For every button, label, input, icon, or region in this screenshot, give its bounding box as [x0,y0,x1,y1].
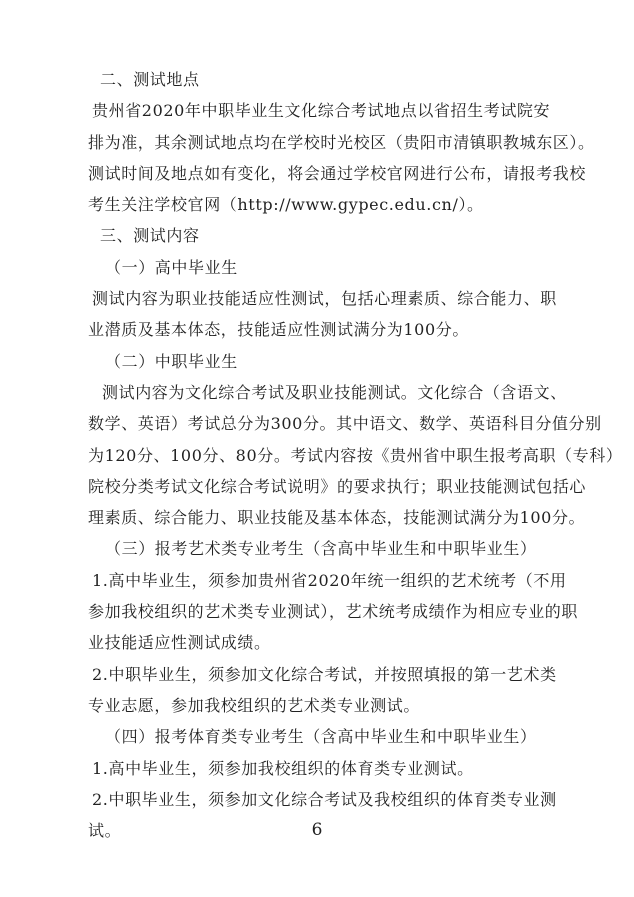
section-heading-test-content: 三、测试内容 [100,226,200,246]
paragraph-line: 专业志愿，参加我校组织的艺术类专业测试。 [88,695,421,715]
paragraph-line: 理素质、综合能力、职业技能及基本体态，技能测试满分为100分。 [88,508,586,528]
subsection-heading-art: （三）报考艺术类专业考生（含高中毕业生和中职毕业生） [105,539,537,559]
paragraph-line: 测试时间及地点如有变化，将会通过学校官网进行公布，请报考我校 [88,163,587,183]
paragraph-line: 试。 [88,821,122,841]
paragraph-line: 参加我校组织的艺术类专业测试），艺术统考成绩作为相应专业的职 [88,602,579,622]
page-number: 6 [311,820,323,840]
subsection-heading-sports: （四）报考体育类专业考生（含高中毕业生和中职毕业生） [105,727,537,747]
subsection-heading-vocational: （二）中职毕业生 [105,351,238,371]
document-page [88,64,623,846]
paragraph-line: 为120分、100分、80分。考试内容按《贵州省中职生报考高职（专科） [88,445,623,465]
paragraph-line: 1.高中毕业生，须参加我校组织的体育类专业测试。 [92,758,474,778]
paragraph-line: 1.高中毕业生，须参加贵州省2020年统一组织的艺术统考（不用 [92,570,567,590]
section-heading-test-location: 二、测试地点 [100,70,200,89]
paragraph-line: 考生关注学校官网（http://www.gypec.edu.cn/）。 [88,195,484,215]
paragraph-line: 测试内容为文化综合考试及职业技能测试。文化综合（含语文、 [102,382,567,402]
paragraph-line: 业技能适应性测试成绩。 [88,633,271,653]
paragraph-line: 2.中职毕业生，须参加文化综合考试，并按照填报的第一艺术类 [92,664,557,684]
paragraph-line: 业潜质及基本体态，技能适应性测试满分为100分。 [88,320,469,340]
paragraph-line: 排为准，其余测试地点均在学校时光校区（贵阳市清镇职教城东区）。 [88,132,595,152]
paragraph-line: 数学、英语）考试总分为300分。其中语文、数学、英语科目分值分别 [88,414,602,434]
subsection-heading-high-school: （一）高中毕业生 [105,257,238,277]
paragraph-line: 贵州省2020年中职毕业生文化综合考试地点以省招生考试院安 [92,101,551,121]
paragraph-line: 测试内容为职业技能适应性测试，包括心理素质、综合能力、职 [92,289,557,309]
paragraph-line: 2.中职毕业生，须参加文化综合考试及我校组织的体育类专业测 [92,789,557,809]
paragraph-line: 院校分类考试文化综合考试说明》的要求执行；职业技能测试包括心 [88,476,587,496]
